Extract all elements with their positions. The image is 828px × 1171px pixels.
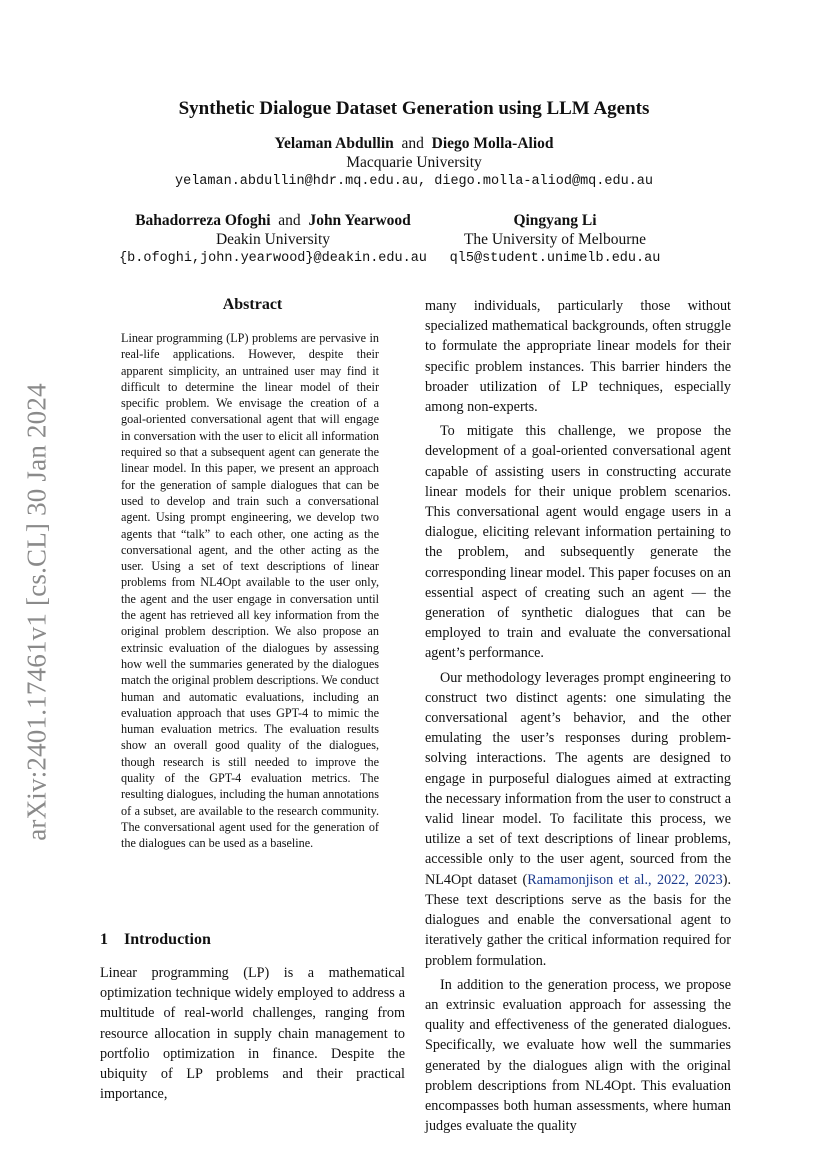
author-group-3 <box>440 212 670 266</box>
author-group-2 <box>96 212 450 266</box>
abstract-heading: Abstract <box>222 296 283 313</box>
affiliation: The University of Melbourne <box>463 231 647 248</box>
paragraph-text: Our methodology leverages prompt engineering to construct two distinct agents: one simulating the conversational agent’s behavior, and the other emulating the user’s responses during problem-solving interactions. The agents are designed to engage in purposeful dialogues aimed at extracting the necessary information from the user to construct a valid linear model. To facilitate this process, we utilize a set of text descriptions of linear problems, accessible only to the user agent, sourced from the NL4Opt dataset ( <box>425 669 731 888</box>
author-name: Bahadorreza Ofoghi <box>135 212 271 229</box>
body-paragraph: To mitigate this challenge, we propose the development of a goal-oriented conversational agent capable of assisting users in constructing accurate linear models for their unique problem scenarios. This conversational agent would engage users in a dialogue, eliciting relevant information pertaining to the problem, and subsequently generate the corresponding linear model. This paper focuses on an essential aspect of creating such an agent — the generation of synthetic dialogues that can be employed to train and evaluate the conversational agent’s performance. <box>425 423 731 662</box>
right-column <box>425 296 731 1136</box>
author-name: Diego Molla-Aliod <box>431 135 554 152</box>
author-group-1 <box>0 135 828 189</box>
body-paragraph: many individuals, particularly those without specialized mathematical backgrounds, often struggle to formulate the appropriate linear models for their specific problem instances. This barrier hinders the broader utilization of LP techniques, especially among non-experts. <box>425 298 731 416</box>
affiliation: Macquarie University <box>346 154 482 171</box>
affiliation: Deakin University <box>215 231 331 248</box>
intro-paragraph: Linear programming (LP) is a mathematical optimization technique widely employed to address a multitude of real-world challenges, ranging from resource allocation in supply chain management to portfolio optimization in finance. Despite the ubiquity of LP problems and their practical importance, <box>100 965 405 1103</box>
paper-title: Synthetic Dialogue Dataset Generation using LLM Agents <box>178 98 650 119</box>
paragraph-text: ). These text descriptions serve as the basis for the dialogues and enable the conversational agent to iteratively gather the critical information required for problem formulation. <box>425 871 731 969</box>
section-title: Introduction <box>124 931 211 948</box>
author-name: John Yearwood <box>308 212 411 229</box>
citation-link[interactable]: Ramamonjison et al., 2022, 2023 <box>527 871 723 888</box>
and-word: and <box>278 212 301 229</box>
author-name: Yelaman Abdullin <box>274 135 394 152</box>
author-emails: yelaman.abdullin@hdr.mq.edu.au, diego.molla-aliod@mq.edu.au <box>175 174 653 189</box>
abstract-text: Linear programming (LP) problems are pervasive in real-life applications. However, despite their apparent simplicity, an untrained user may find it difficult to determine the linear model of their specific problem. We envisage the creation of a goal-oriented conversational agent that will engage in conversation with the user to elicit all information required so that a subsequent agent can generate the linear model. In this paper, we present an approach for the generation of sample dialogues that can be used to develop and train such a conversational agent. Using prompt engineering, we develop two agents that “talk” to each other, one acting as the conversational agent, and the other acting as the user. Using a set of text descriptions of linear problems from NL4Opt available to the user only, the agent and the user engage in conversation until the agent has retrieved all key information from the original problem description. We also propose an extrinsic evaluation of the dialogues by assessing how well the summaries generated by the dialogues match the original problem descriptions. We conduct human and automatic evaluations, including an evaluation approach that uses GPT-4 to mimic the human evaluation metrics. The evaluation results show an overall good quality of the dialogues, though research is still needed to improve the quality of the GPT-4 evaluation metrics. The resulting dialogues, including the human annotations of a subset, are available to the research community. The conversational agent used for the generation of the dialogues can be used as a baseline. <box>121 331 379 851</box>
author-names <box>96 212 450 230</box>
and-word: and <box>401 135 424 152</box>
section-number: 1 <box>100 931 108 948</box>
body-paragraph <box>425 668 731 971</box>
arxiv-id-text: arXiv:2401.17461v1 [cs.CL] 30 Jan 2024 <box>21 383 52 841</box>
author-name: Qingyang Li <box>513 212 597 229</box>
author-emails: ql5@student.unimelb.edu.au <box>449 251 661 266</box>
body-paragraph: In addition to the generation process, we propose an extrinsic evaluation approach for assessing the quality and effectiveness of the generated dialogues. Specifically, we evaluate how well the summaries generated by the dialogues align with the original problem descriptions from NL4Opt. This evaluation encompasses both human assessments, where human judges evaluate the quality <box>425 976 731 1135</box>
section-heading <box>100 931 211 949</box>
author-names <box>0 135 828 153</box>
author-emails: {b.ofoghi,john.yearwood}@deakin.edu.au <box>119 251 427 266</box>
